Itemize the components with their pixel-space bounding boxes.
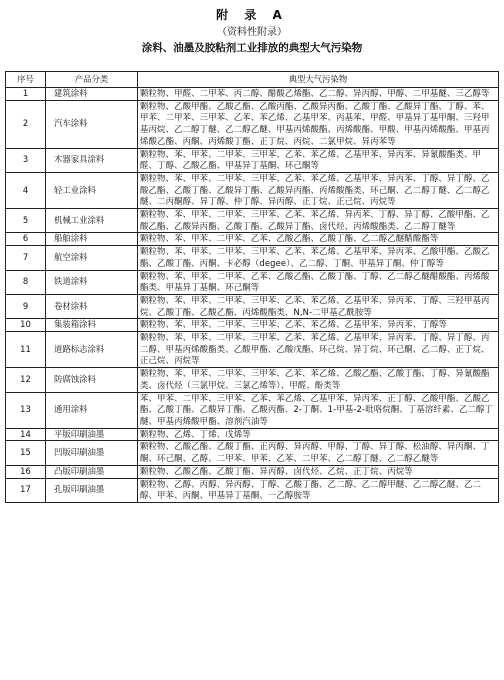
table-row [6, 392, 499, 428]
row-category: 航空涂料 [46, 246, 138, 270]
table-row [6, 148, 499, 172]
row-pollutants: 颗粒物、苯、甲苯、二甲苯、三甲苯、乙苯、苯乙烯、乙基甲苯、异丙苯、丁醇、异丁醇、丙二醇、甲基丙烯酸酯类、乙酸甲酯、乙酸戊酯、环己烷、异丁烷、环己酮、乙二醇、正丁烷、正己烷、丙烷等 [138, 332, 499, 368]
row-category: 防腐蚀涂料 [46, 368, 138, 392]
row-number: 13 [6, 392, 46, 428]
row-category: 汽车涂料 [46, 100, 138, 148]
row-pollutants: 颗粒物、苯、甲苯、二甲苯、乙苯、乙酸乙酯、乙酸丁酯、乙二醇乙醚醋酸酯等 [138, 233, 499, 246]
row-pollutants: 颗粒物、苯、甲苯、二甲苯、三甲苯、乙苯、苯乙烯、乙基甲苯、异丙苯、丁醇、异丁醇、乙酸乙酯、乙酸丁酯、乙酸异丁酯、乙酸异丙酯、丙烯酸酯类、环己酮、乙二醇丁醚、乙二醇乙醚、二丙酮醇、异丁醇、仲丁醇、异丙醇、正丁烷、正己烷、丙烷等 [138, 172, 499, 208]
appendix-subtitle: （资料性附录） [217, 27, 287, 38]
row-category: 凸版印刷油墨 [46, 465, 138, 478]
row-category: 船舶涂料 [46, 233, 138, 246]
row-category: 轻工业涂料 [46, 172, 138, 208]
header-category: 产品分类 [46, 72, 138, 88]
row-pollutants: 颗粒物、苯、甲苯、二甲苯、三甲苯、乙苯、苯乙烯、异丙苯、丁醇、异丁醇、乙酸甲酯、乙酸乙酯、乙酸异丙酯、乙酸丁酯、乙酸异丁酯、卤代烃、丙烯酸酯类、乙二醇丁醚等 [138, 209, 499, 233]
row-category: 木器家具涂料 [46, 148, 138, 172]
table-row [6, 233, 499, 246]
row-number: 16 [6, 465, 46, 478]
table-row [6, 428, 499, 441]
table-header-row [6, 72, 499, 88]
row-pollutants: 颗粒物、甲醛、二甲苯、丙二醇、醋酸乙烯酯、乙二醇、异丙醇、甲醇、二甲基醚、三乙醇等 [138, 88, 499, 101]
table-row [6, 209, 499, 233]
row-pollutants: 颗粒物、苯、甲苯、二甲苯、三甲苯、乙苯、苯乙烯、乙基甲苯、异丙苯、丁醇等 [138, 319, 499, 332]
row-category: 平版印刷油墨 [46, 428, 138, 441]
row-category: 道路标志涂料 [46, 332, 138, 368]
row-number: 3 [6, 148, 46, 172]
table-row [6, 172, 499, 208]
table-caption: 涂料、油墨及胶粘剂工业排放的典型大气污染物 [141, 42, 363, 54]
table-row [6, 319, 499, 332]
row-number: 5 [6, 209, 46, 233]
row-pollutants: 颗粒物、乙酸乙酯、乙酸丁酯、正丙醇、异丙醇、甲醇、丁醇、异丁醇、松油醇、异丙酮、丁酮、环己酮、乙醇、二甲苯、甲苯、乙苯、二甲苯、乙二醇丁醚、乙二醇乙醚等 [138, 441, 499, 465]
row-number: 8 [6, 270, 46, 294]
row-category: 铁道涂料 [46, 270, 138, 294]
row-category: 集装箱涂料 [46, 319, 138, 332]
row-pollutants: 颗粒物、苯、甲苯、二甲苯、三甲苯、乙苯、苯乙烯、乙基甲苯、异丙苯、乙酸甲酯、乙酸乙酯、乙酸丁酯、丙酮、卡必醇（degee）、乙二醇、丁酮、甲基异丁酮、仲丁醇等 [138, 246, 499, 270]
row-category: 卷材涂料 [46, 294, 138, 318]
row-pollutants: 颗粒物、苯、甲苯、二甲苯、三甲苯、乙苯、苯乙烯、乙酸乙酯、乙酸丁酯、丁醇、异氰酸酯类、卤代烃（三氯甲烷、三氯乙烯等）、甲醛、酚类等 [138, 368, 499, 392]
row-number: 4 [6, 172, 46, 208]
pollutant-table [5, 71, 499, 503]
row-number: 10 [6, 319, 46, 332]
table-row [6, 465, 499, 478]
row-number: 14 [6, 428, 46, 441]
row-pollutants: 颗粒物、乙烯、丁烯、戊烯等 [138, 428, 499, 441]
row-category: 建筑涂料 [46, 88, 138, 101]
table-row [6, 270, 499, 294]
table-row [6, 88, 499, 101]
row-pollutants: 颗粒物、乙酸乙酯、乙酸丁酯、异丙醇、卤代烃、乙烷、正丁烷、丙烷等 [138, 465, 499, 478]
table-row [6, 441, 499, 465]
row-number: 15 [6, 441, 46, 465]
row-pollutants: 苯、甲苯、二甲苯、三甲苯、乙苯、苯乙烯、乙基甲苯、异丙苯、正丁醇、乙酸甲酯、乙酸乙酯、乙酸丁酯、乙酸异丁酯、乙酸丙酯、2-丁酮、1-甲基-2-吡咯烷酮、丁基溶纤素、乙二醇丁醚、甲基丙烯酸甲酯、溶剂汽油等 [138, 392, 499, 428]
table-row [6, 478, 499, 502]
header-number: 序号 [6, 72, 46, 88]
row-category: 通用涂料 [46, 392, 138, 428]
header-pollutants: 典型大气污染物 [138, 72, 499, 88]
row-pollutants: 颗粒物、苯、甲苯、二甲苯、三甲苯、乙苯、苯乙烯、乙基甲苯、异丙苯、丁醇、三羟甲基丙烷、乙酸丁酯、乙酸乙酯、丙烯酸酯类、N,N-二甲基乙酰胺等 [138, 294, 499, 318]
row-number: 1 [6, 88, 46, 101]
table-row [6, 246, 499, 270]
row-number: 9 [6, 294, 46, 318]
appendix-title: 附 录 A [216, 8, 288, 22]
row-category: 孔版印刷油墨 [46, 478, 138, 502]
row-number: 17 [6, 478, 46, 502]
table-row [6, 332, 499, 368]
table-row [6, 294, 499, 318]
row-number: 2 [6, 100, 46, 148]
table-row [6, 368, 499, 392]
row-pollutants: 颗粒物、乙酸甲酯、乙酸乙酯、乙酸丙酯、乙酸异丙酯、乙酸丁酯、乙酸异丁酯、丁醇、苯、甲苯、二甲苯、三甲苯、乙苯、苯乙烯、乙基甲苯、丙基苯、甲醛、甲基异丁基甲酮、三羟甲基丙烷、乙二醇丁醚、乙二醇乙醚、甲基丙烯酸酯、丙烯酸酯、甲酸、甲基丙烯酸酯、甲基丙烯酸乙酯、丙酮、丙烯酸丁酯、正丁烷、丙烷、二氯甲烷、异丙苯等 [138, 100, 499, 148]
row-pollutants: 颗粒物、苯、甲苯、二甲苯、乙苯、乙酸乙酯、乙酸丁酯、丁醇、乙二醇乙醚醋酸酯、丙烯酸酯类、甲基异丁基酮、环己酮等 [138, 270, 499, 294]
row-number: 12 [6, 368, 46, 392]
table-row [6, 100, 499, 148]
row-number: 7 [6, 246, 46, 270]
row-number: 11 [6, 332, 46, 368]
row-category: 凹版印刷油墨 [46, 441, 138, 465]
row-category: 机械工业涂料 [46, 209, 138, 233]
row-pollutants: 颗粒物、乙醇、丙醇、异丙醇、丁醇、乙酸丁酯、乙二醇、乙二醇甲醚、乙二醇乙醚、乙二醇、甲苯、丙酮、甲基异丁基酮、一乙醇胺等 [138, 478, 499, 502]
table-body [6, 88, 499, 503]
row-number: 6 [6, 233, 46, 246]
row-pollutants: 颗粒物、苯、甲苯、二甲苯、三甲苯、乙苯、苯乙烯、乙基甲苯、异丙苯、异氰酸酯类、甲醛、丁醇、乙酸乙酯、甲基异丁基酮、环己酮等 [138, 148, 499, 172]
